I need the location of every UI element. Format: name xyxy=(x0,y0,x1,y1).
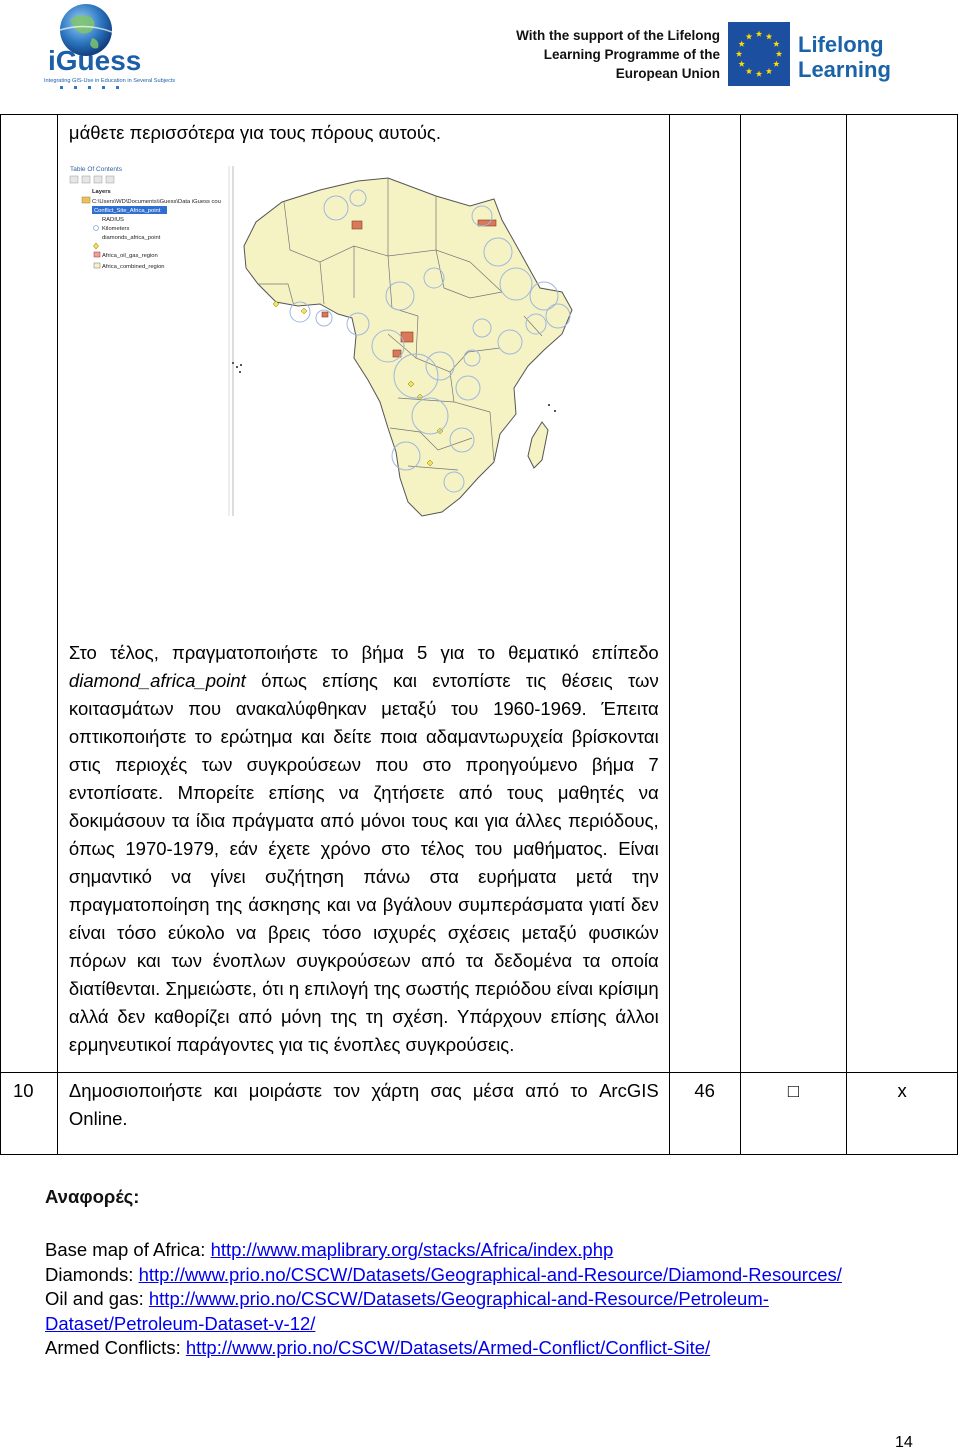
reference-link[interactable]: http://www.prio.no/CSCW/Datasets/Armed-Conflict/Conflict-Site/ xyxy=(185,1337,711,1358)
toc-layers: Layers xyxy=(91,189,111,195)
step-number-cell xyxy=(1,115,58,1073)
step-number-cell xyxy=(1,1073,58,1155)
globe-logo-icon xyxy=(40,2,175,90)
mark-value: x xyxy=(897,1080,907,1101)
table-of-contents-pane xyxy=(70,166,233,516)
reference-item xyxy=(45,1287,925,1336)
reference-label: Armed Conflicts: xyxy=(45,1337,186,1358)
lifelong-learning-text: Lifelong Learning xyxy=(798,32,891,82)
instruction-cell xyxy=(57,115,669,1073)
eu-lifelong-learning-logo xyxy=(515,22,905,88)
reference-item xyxy=(45,1336,925,1361)
reference-label: Base map of Africa: xyxy=(45,1239,211,1260)
instruction-text: Δημοσιοποιήστε και μοιράστε τον χάρτη σας μέσα από το ArcGIS Online. xyxy=(68,1080,659,1129)
reference-link[interactable]: http://www.prio.no/CSCW/Datasets/Geographical-and-Resource/Diamond-Resources/ xyxy=(138,1263,842,1285)
toc-kilometers: Kilometers xyxy=(101,226,130,232)
logo-tagline: Integrating GIS-Use in Education in Several Subjects xyxy=(44,78,175,84)
toc-conflict-layer: Conflict_Site_Africa_point xyxy=(93,208,161,214)
instruction-paragraph: Στο τέλος, πραγματοποιήστε το βήμα 5 για το θεματικό επίπεδο diamond_africa_point όπως επίσης και εντοπίστε τις θέσεις των κοιτασμάτων που ανακαλύφθηκαν μεταξύ του 1960-1969. Έπειτα οπτικοποιήστε το ερώτημα και δείτε ποια αδαμαντωρυχεία βρίσκονται στις περιοχές των συγκρούσεων που στο προηγούμενο βήμα 7 εντοπίσατε. Μπορείτε επίσης να ζητήσετε από τους μαθητές να δοκιμάσουν τα ίδια πράγματα από μόνοι τους και για άλλες περιόδους, όπως 1970-1979, εάν έχετε χρόνο στο τέλος του μαθήματος. Είναι σημαντικό να γίνει συζήτηση πάνω στα ευρήματα μετά την πραγματοποίηση της άσκησης και να βγάλουν συμπεράσματα γιατί δεν είναι τόσο εύκολο να βρεις τόσο ισχυρές σχέσεις μεταξύ φυσικών πόρων και των ένοπλων συγκρούσεων από τα δεδομένα τα οποία διατίθενται. Σημειώστε, ότι η επιλογή της σωστής περιόδου είναι κρίσιμη αλλά δεν καθορίζει από μόνη της τη σχέση. Υπάρχουν επίσης άλλοι ερμηνευτικοί παράγοντες για τις ένοπλες συγκρούσεις. xyxy=(68,642,659,1055)
checkbox-cell xyxy=(740,1073,847,1155)
minutes-cell xyxy=(669,1073,740,1155)
reference-label: Diamonds: xyxy=(45,1263,139,1285)
reference-label: Oil and gas: xyxy=(45,1288,149,1309)
step-number: 10 xyxy=(13,1080,34,1101)
iguess-logo xyxy=(40,2,175,90)
paragraph-continuation: μάθετε περισσότερα για τους πόρους αυτούς. xyxy=(68,122,441,143)
reference-link[interactable]: http://www.maplibrary.org/stacks/Africa/index.php xyxy=(210,1239,614,1260)
toc-path: C:\Users\WD\Documents\iGuess\Data iGuess cou xyxy=(91,199,221,205)
toc-africa-region-layer: Africa_combined_region xyxy=(101,264,165,270)
reference-link[interactable]: http://www.prio.no/CSCW/Datasets/Geographical-and-Resource/Petroleum-Dataset/Petroleum-Dataset-v-12/ xyxy=(45,1288,769,1334)
toc-radius: RADIUS xyxy=(101,217,124,223)
africa-landmass xyxy=(244,178,572,516)
page-number: 14 xyxy=(895,1434,913,1451)
reference-item xyxy=(45,1238,925,1263)
table-row xyxy=(1,1073,958,1155)
toc-title: Table Of Contents xyxy=(69,166,122,173)
layer-name-italic: diamond_africa_point xyxy=(68,670,246,691)
reference-item xyxy=(45,1263,925,1288)
eu-flag-icon xyxy=(728,22,790,86)
eu-support-text: With the support of the Lifelong Learning Programme of the European Union xyxy=(516,28,720,81)
table-row xyxy=(1,115,958,1073)
references-list xyxy=(45,1238,925,1361)
instruction-cell xyxy=(57,1073,669,1155)
references-heading: Αναφορές: xyxy=(45,1186,140,1207)
arcgis-map-figure xyxy=(58,166,669,617)
activity-table xyxy=(0,114,958,1155)
logo-wordmark: iGuess xyxy=(48,45,142,76)
checkbox-icon: □ xyxy=(787,1080,799,1101)
minutes-value: 46 xyxy=(694,1080,715,1101)
toc-oil-gas-layer: Africa_oil_gas_region xyxy=(101,253,158,259)
toc-diamonds-layer: diamonds_africa_point xyxy=(101,235,161,241)
mark-cell xyxy=(847,1073,958,1155)
africa-map-screenshot xyxy=(58,166,670,617)
